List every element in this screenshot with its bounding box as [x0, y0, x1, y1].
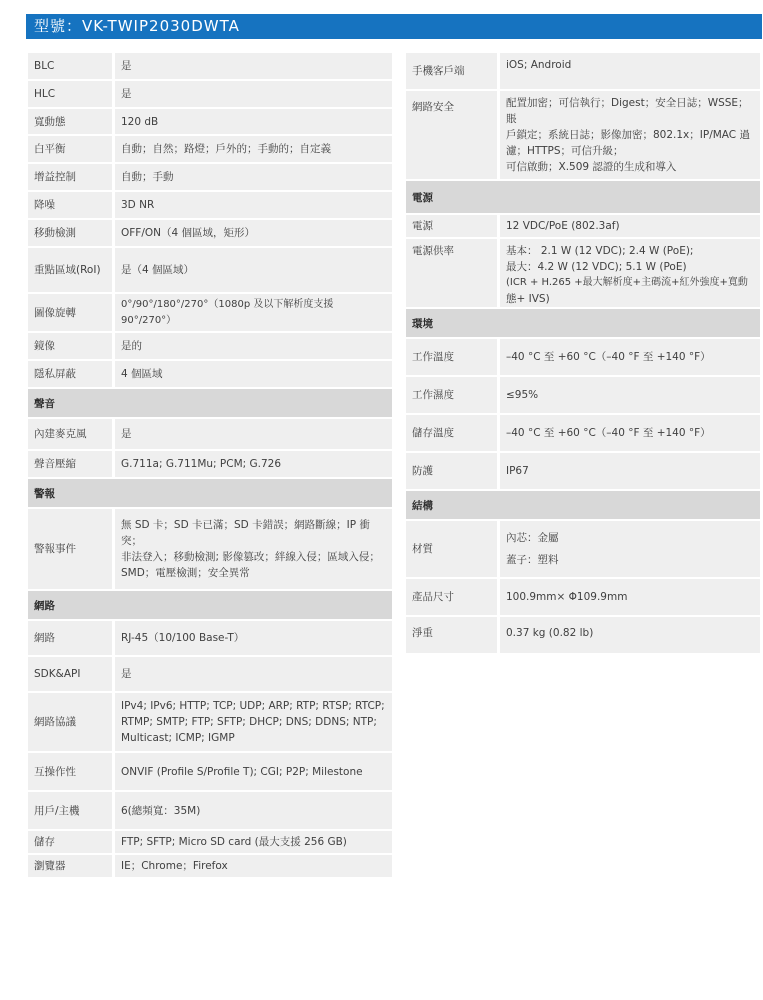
spec-value: OFF/ON（4 個區域，矩形） [115, 220, 392, 246]
section-alarm: 警報 [28, 479, 392, 507]
spec-value [115, 693, 392, 751]
protocol-line: Multicast; ICMP; IGMP [121, 732, 235, 744]
spec-table-right [406, 53, 760, 655]
spec-value: FTP; SFTP; Micro SD card (最大支援 256 GB) [115, 831, 392, 853]
spec-label: 工作溫度 [406, 339, 497, 375]
spec-label: 網路 [28, 621, 112, 655]
spec-value: 0°/90°/180°/270°（1080p 及以下解析度支援 90°/270°） [115, 294, 392, 331]
spec-label: 網路安全 [406, 91, 497, 179]
spec-row-power-consumption [406, 239, 760, 307]
spec-label: 電源供率 [406, 239, 497, 307]
spec-value: –40 °C 至 +60 °C（–40 °F 至 +140 °F） [500, 415, 760, 451]
spec-row-storage-temp [406, 415, 760, 451]
spec-label: 移動檢測 [28, 220, 112, 246]
spec-value [500, 521, 760, 577]
spec-value: 4 個區域 [115, 361, 392, 387]
spec-row-dimensions [406, 579, 760, 615]
spec-row-rotation [28, 294, 392, 331]
spec-value [500, 91, 760, 179]
spec-value: ONVIF (Profile S/Profile T); CGI; P2P; Milestone [115, 753, 392, 790]
spec-value: 是 [115, 81, 392, 107]
spec-label: 重點區域(RoI) [28, 248, 112, 292]
spec-label: 降噪 [28, 192, 112, 218]
spec-label: 儲存 [28, 831, 112, 853]
spec-row-operating-temp [406, 339, 760, 375]
section-power: 電源 [406, 181, 760, 213]
section-structure: 結構 [406, 491, 760, 519]
spec-label: 警報事件 [28, 509, 112, 589]
section-environment: 環境 [406, 309, 760, 337]
spec-value: 自動；手動 [115, 164, 392, 190]
protocol-line: IPv4; IPv6; HTTP; TCP; UDP; ARP; RTP; RTSP; RTCP; [121, 700, 385, 712]
spec-row-roi [28, 248, 392, 292]
spec-row-motion-detection [28, 220, 392, 246]
spec-value: iOS; Android [500, 53, 760, 89]
spec-label: 電源 [406, 215, 497, 237]
power-line: 基本： 2.1 W (12 VDC); 2.4 W (PoE); [506, 245, 694, 257]
section-network: 網路 [28, 591, 392, 619]
spec-value [500, 239, 760, 307]
spec-label: 增益控制 [28, 164, 112, 190]
spec-value: 0.37 kg (0.82 lb) [500, 617, 760, 653]
spec-label: 手機客戶端 [406, 53, 497, 89]
security-line: 配置加密；可信執行；Digest；安全日誌；WSSE；賬 [506, 97, 749, 125]
spec-row-browser [28, 855, 392, 877]
spec-row-noise-reduction [28, 192, 392, 218]
spec-value: 12 VDC/PoE (802.3af) [500, 215, 760, 237]
spec-row-interoperability [28, 753, 392, 790]
spec-row-mobile-client [406, 53, 760, 89]
spec-row-protocols [28, 693, 392, 751]
spec-row-storage [28, 831, 392, 853]
spec-row-mirror [28, 333, 392, 359]
spec-label: 寬動態 [28, 109, 112, 134]
security-line: 濾；HTTPS；可信升級； [506, 145, 624, 157]
alarm-line: SMD；電壓檢測；安全異常 [121, 567, 250, 579]
spec-row-material [406, 521, 760, 577]
spec-label: 防護 [406, 453, 497, 489]
material-line: 內芯：金屬 [506, 532, 559, 544]
spec-row-network-security [406, 91, 760, 179]
section-audio: 聲音 [28, 389, 392, 417]
spec-value: –40 °C 至 +60 °C（–40 °F 至 +140 °F） [500, 339, 760, 375]
spec-row-blc [28, 53, 392, 79]
spec-row-alarm-events [28, 509, 392, 589]
spec-row-operating-humidity [406, 377, 760, 413]
spec-value: 自動；自然；路燈；戶外的；手動的；自定義 [115, 136, 392, 162]
spec-value [115, 509, 392, 589]
spec-label: 隱私屏蔽 [28, 361, 112, 387]
spec-value: IP67 [500, 453, 760, 489]
spec-value: 100.9mm× Φ109.9mm [500, 579, 760, 615]
protocol-line: RTMP; SMTP; FTP; SFTP; DHCP; DNS; DDNS; NTP; [121, 716, 377, 728]
spec-row-wdr [28, 109, 392, 134]
spec-row-white-balance [28, 136, 392, 162]
spec-label: 聲音壓縮 [28, 451, 112, 477]
spec-label: 白平衡 [28, 136, 112, 162]
spec-label: BLC [28, 53, 112, 79]
power-line: 態+ IVS) [506, 293, 550, 305]
spec-label: 產品尺寸 [406, 579, 497, 615]
spec-value: IE；Chrome；Firefox [115, 855, 392, 877]
spec-value: 是（4 個區域） [115, 248, 392, 292]
power-line: (ICR + H.265 +最大解析度+主碼流+紅外強度+寬動 [506, 277, 748, 288]
spec-value: 3D NR [115, 192, 392, 218]
spec-row-hlc [28, 81, 392, 107]
spec-label: 用戶/主機 [28, 792, 112, 829]
spec-row-gain [28, 164, 392, 190]
spec-row-microphone [28, 419, 392, 449]
spec-row-power-supply [406, 215, 760, 237]
spec-row-network [28, 621, 392, 655]
spec-value: 是 [115, 53, 392, 79]
spec-label: 瀏覽器 [28, 855, 112, 877]
security-line: 可信啟動；X.509 認證的生成和導入 [506, 161, 677, 173]
spec-value: 是 [115, 419, 392, 449]
power-line: 最大：4.2 W (12 VDC); 5.1 W (PoE) [506, 261, 687, 273]
spec-row-users [28, 792, 392, 829]
spec-value: 6(總頻寬：35M) [115, 792, 392, 829]
alarm-line: 非法登入；移動檢測; 影像篡改；絆線入侵；區域入侵； [121, 551, 380, 563]
spec-row-weight [406, 617, 760, 653]
model-title: 型號：VK-TWIP2030DWTA [26, 14, 762, 39]
spec-label: 圖像旋轉 [28, 294, 112, 331]
spec-label: 鏡像 [28, 333, 112, 359]
spec-value: 是 [115, 657, 392, 691]
spec-value: G.711a; G.711Mu; PCM; G.726 [115, 451, 392, 477]
spec-label: 材質 [406, 521, 497, 577]
spec-label: HLC [28, 81, 112, 107]
spec-label: 儲存溫度 [406, 415, 497, 451]
spec-label: 互操作性 [28, 753, 112, 790]
spec-value: 是的 [115, 333, 392, 359]
alarm-line: 無 SD 卡；SD 卡已滿；SD 卡錯誤；網路斷線；IP 衝突； [121, 519, 370, 547]
spec-row-audio-compression [28, 451, 392, 477]
spec-label: SDK&API [28, 657, 112, 691]
spec-value: ≤95% [500, 377, 760, 413]
spec-label: 網路協議 [28, 693, 112, 751]
spec-row-privacy-mask [28, 361, 392, 387]
spec-value: RJ-45（10/100 Base-T） [115, 621, 392, 655]
spec-value: 120 dB [115, 109, 392, 134]
spec-table-left [28, 53, 392, 879]
spec-label: 內建麥克風 [28, 419, 112, 449]
material-line: 蓋子：塑料 [506, 554, 559, 566]
spec-label: 淨重 [406, 617, 497, 653]
spec-row-sdk-api [28, 657, 392, 691]
spec-label: 工作濕度 [406, 377, 497, 413]
security-line: 戶鎖定；系統日誌；影像加密；802.1x；IP/MAC 過 [506, 129, 750, 141]
spec-row-protection [406, 453, 760, 489]
